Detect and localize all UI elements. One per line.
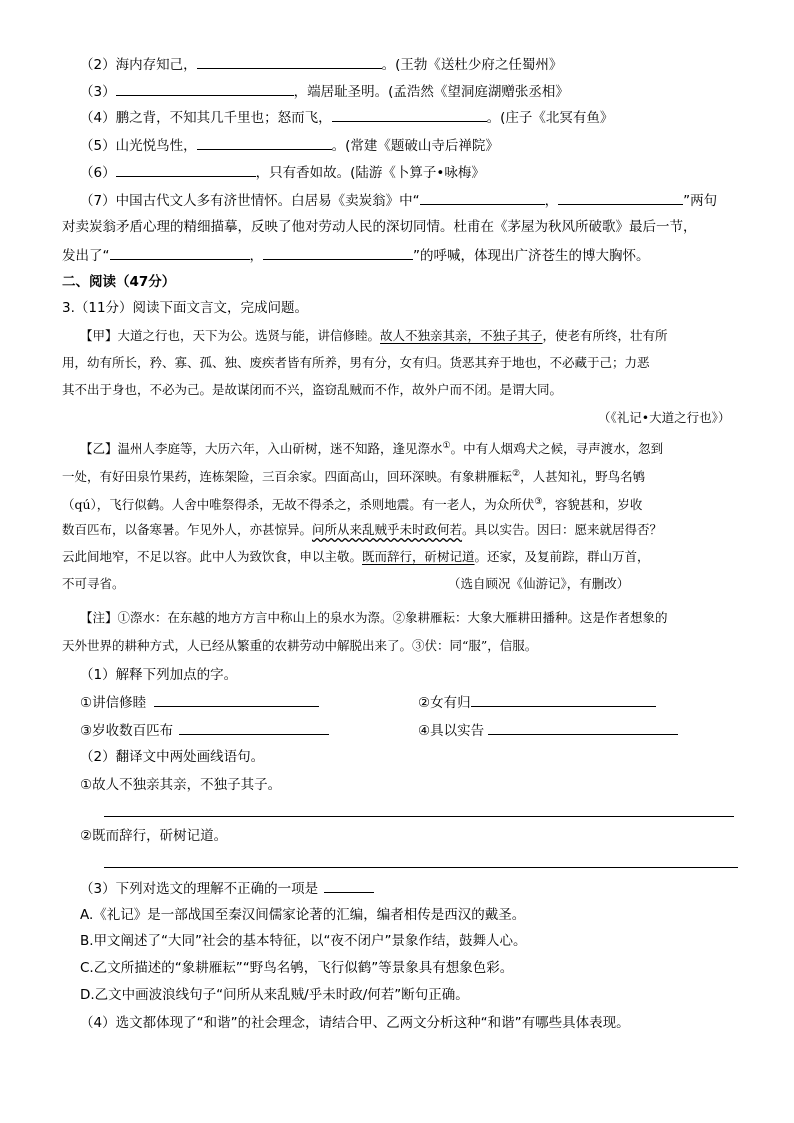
passage-yi-line-2	[62, 464, 645, 487]
q2-item-4-text: （4）鹏之背，不知其几千里也；怒而飞，	[80, 110, 332, 126]
footnote-marker: ③	[534, 497, 543, 507]
q2-item-6-text: ，只有香如故。(陆游《卜算子•咏梅》	[255, 165, 485, 181]
passage-text: ，使老有所终，壮有所	[542, 328, 668, 343]
answer-blank[interactable]	[324, 878, 374, 893]
sub-question-2: （2）翻译文中两处画线语句。	[80, 749, 265, 765]
word-item-2	[418, 692, 656, 713]
passage-yi-source: （选自顾况《仙游记》，有删改）	[448, 576, 630, 591]
q2-item-2-text: （2）海内存知己，	[80, 57, 197, 73]
q2-item-3-num: （3）	[80, 84, 116, 100]
passage-text: ，人甚知礼，野鸟名鸲	[520, 469, 646, 485]
translate-item-1: ①故人不独亲其亲，不独子其子。	[80, 777, 282, 793]
sub-question-1: （1）解释下列加点的字。	[80, 667, 238, 683]
answer-blank[interactable]	[116, 81, 294, 96]
passage-yi-line-1	[80, 436, 663, 459]
answer-blank[interactable]	[558, 190, 683, 205]
passage-text: 一处，有好田泉竹果药，连栋架险，三百余家。四面高山，回环深映。有象耕雁耘	[62, 469, 513, 485]
passage-text: 。中有人烟鸡犬之候，寻声渡水，忽到	[450, 441, 664, 457]
passage-yi-line-5	[62, 547, 650, 567]
word-item-4-text: ④具以实告	[418, 723, 485, 739]
answer-line[interactable]	[104, 816, 734, 817]
passage-yi-line-4	[62, 520, 662, 540]
q2-item-6-num: （6）	[80, 165, 116, 181]
passage-jia-line-3: 其不出于身也，不必为己。是故谋闭而不兴，盗窃乱贼而不作，故外户而不闭。是谓大同。	[62, 382, 563, 397]
q2-item-5	[80, 135, 499, 156]
answer-line[interactable]	[104, 867, 738, 868]
q2-item-2	[80, 54, 562, 75]
passage-yi-line-3	[62, 492, 642, 515]
underlined-sentence-2: 既而辞行，斫树记道	[362, 549, 475, 564]
translate-item-2: ②既而辞行，斫树记道。	[80, 828, 228, 844]
answer-blank[interactable]	[154, 692, 319, 707]
sub-question-3-text: （3）下列对选文的理解不正确的一项是	[80, 881, 319, 897]
answer-blank[interactable]	[471, 692, 656, 707]
answer-blank[interactable]	[179, 720, 329, 735]
q2-item-4-source: 。(庄子《北冥有鱼》	[486, 110, 614, 126]
q2-item-7-text: （7）中国古代文人多有济世情怀。白居易《卖炭翁》中“	[80, 193, 420, 209]
word-item-3-text: ③岁收数百匹布	[80, 723, 174, 739]
q2-item-6	[80, 162, 485, 183]
option-b: B.甲文阐述了“大同”社会的基本特征，以“夜不闭户”景象作结，鼓舞人心。	[80, 933, 527, 949]
q2-item-4	[80, 107, 613, 128]
q2-item-7-text-end: ”的呼喊，体现出广济苍生的博大胸怀。	[413, 248, 650, 264]
q2-item-5-text: （5）山光悦鸟性，	[80, 138, 197, 154]
answer-blank[interactable]	[332, 107, 487, 122]
word-item-3	[80, 720, 329, 741]
sub-question-4: （4）选文都体现了“和谐”的社会理念，请结合甲、乙两文分析这种“和谐”有哪些具体表现。	[80, 1015, 630, 1031]
comma: ，	[544, 193, 559, 209]
passage-text: （qú），飞行似鹤。人舍中唯祭得杀，无故不得杀之，杀则地震。有一老人，为众所伏	[62, 497, 535, 513]
footnote-marker: ②	[512, 469, 521, 479]
word-item-1	[80, 692, 319, 713]
q2-item-7-line-1	[80, 190, 717, 211]
answer-blank[interactable]	[110, 245, 250, 260]
q2-item-3-text: ，端居耻圣明。(孟浩然《望洞庭湖赠张丞相》	[293, 84, 569, 100]
q2-item-7-line-3	[62, 245, 650, 266]
q2-item-2-source: 。(王勃《送杜少府之任蜀州》	[381, 57, 563, 73]
passage-text: 用，幼有所长，矜、寡、孤、独、废疾者皆有所养，男有分，女有归。货恶其弃于地也，不必藏于己；力恶	[62, 355, 650, 370]
sub-question-3	[80, 878, 374, 899]
passage-text: 【乙】温州人李庭等，大历六年，入山斫树，迷不知路，逢见漈水	[80, 441, 443, 457]
option-d: D.乙文中画波浪线句子“问所从来乱贼/乎未时政/何若”断句正确。	[80, 987, 469, 1003]
q2-item-7-text: 发出了“	[62, 248, 110, 264]
answer-blank[interactable]	[116, 162, 256, 177]
answer-blank[interactable]	[197, 135, 332, 150]
answer-blank[interactable]	[263, 245, 413, 260]
passage-jia-line-1	[80, 326, 668, 346]
wavy-underlined-sentence: 问所从来乱贼乎未时政何若	[312, 522, 463, 537]
footnote-marker: ①	[442, 441, 451, 451]
answer-blank[interactable]	[420, 190, 545, 205]
notes-line-2: 天外世界的耕种方式，人已经从繁重的农耕劳动中解脱出来了。③伏：同“服”，信服。	[62, 638, 538, 653]
q3-header: 3.（11分）阅读下面文言文，完成问题。	[62, 300, 309, 316]
passage-yi-line-6: 不可寻省。	[62, 576, 125, 591]
answer-blank[interactable]	[488, 720, 678, 735]
word-item-1-text: ①讲信修睦	[80, 695, 147, 711]
passage-text: 【甲】大道之行也，天下为公。选贤与能，讲信修睦。	[80, 328, 381, 343]
passage-text: 云此间地窄，不足以容。此中人为致饮食，申以主敬。	[62, 549, 363, 564]
word-item-4	[418, 720, 678, 741]
passage-text: 。具以实告。因曰：愿来就居得否？	[462, 522, 663, 537]
passage-jia-source: （《礼记•大道之行也》）	[598, 410, 731, 425]
option-c: C.乙文所描述的“象耕雁耘”“野鸟名鸲，飞行似鹤”等景象具有想象色彩。	[80, 960, 514, 976]
q2-item-5-source: 。(常建《题破山寺后禅院》	[331, 138, 499, 154]
passage-text: ，容貌甚和，岁收	[542, 497, 643, 513]
section-title: 二、阅读（47分）	[62, 274, 176, 290]
comma: ，	[249, 248, 263, 264]
underlined-sentence-1: 故人不独亲其亲，不独子其子	[380, 328, 543, 343]
q2-item-3	[80, 81, 569, 102]
notes-line-1: 【注】①漈水：在东越的地方方言中称山上的泉水为漈。②象耕雁耘：大象大雁耕田播种。这是作者想象的	[80, 610, 668, 625]
passage-text: 。还家，及复前踪，群山万首，	[474, 549, 650, 564]
passage-jia-line-2	[62, 353, 650, 373]
q2-item-7-text-end: ”两句	[683, 193, 718, 209]
q2-item-7-line-2: 对卖炭翁矛盾心理的精细描摹，反映了他对劳动人民的深切同情。杜甫在《茅屋为秋风所破歌》最后一节，	[62, 219, 697, 235]
word-item-2-text: ②女有归	[418, 695, 471, 711]
answer-blank[interactable]	[197, 54, 382, 69]
passage-text: 数百匹布，以备寒暑。乍见外人，亦甚惊异。	[62, 522, 313, 537]
option-a: A.《礼记》是一部战国至秦汉间儒家论著的汇编，编者相传是西汉的戴圣。	[80, 907, 526, 923]
